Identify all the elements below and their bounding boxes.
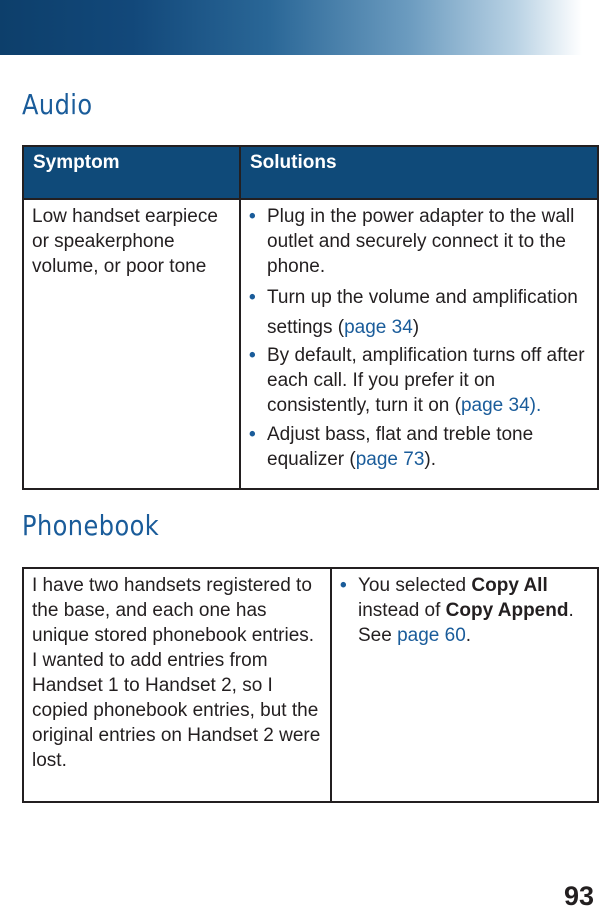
solution-text: Plug in the power adapter to the wall outlet and securely connect it to the phone. bbox=[267, 206, 575, 277]
phonebook-troubleshooting-table bbox=[22, 567, 599, 803]
solutions-column-header: Solutions bbox=[240, 146, 598, 199]
symptom-cell: Low handset earpiece or speakerphone volume, or poor tone bbox=[23, 199, 240, 489]
solution-text: Turn up the volume and amplification settings ( bbox=[267, 287, 578, 338]
page-number: 93 bbox=[563, 881, 594, 911]
page-link[interactable]: page 73 bbox=[355, 449, 425, 470]
solution-text: ) bbox=[412, 317, 420, 338]
solutions-cell bbox=[331, 568, 598, 802]
audio-troubleshooting-table bbox=[22, 145, 599, 490]
solution-text: instead of bbox=[358, 600, 446, 621]
solution-text: . See bbox=[358, 600, 574, 646]
list-item bbox=[249, 283, 589, 343]
symptom-cell: I have two handsets registered to the base, and each one has unique stored phonebook entries. I wanted to add entries from Handset 1 to Handset 2, so I copied phonebook entries, but the original entries on Handset 2 were lost. bbox=[23, 568, 331, 802]
page-link[interactable]: page 34). bbox=[460, 395, 542, 416]
solution-text: You selected bbox=[358, 575, 472, 596]
option-name: Copy Append bbox=[445, 600, 569, 621]
bullet-icon: • bbox=[249, 287, 256, 308]
bullet-icon: • bbox=[249, 206, 256, 227]
table-header-row bbox=[23, 146, 598, 199]
list-item bbox=[249, 343, 589, 418]
bullet-icon: • bbox=[249, 345, 256, 366]
bullet-icon: • bbox=[249, 424, 256, 445]
solution-text: Adjust bass, flat and treble tone equalizer ( bbox=[267, 424, 534, 470]
solution-text: By default, amplification turns off after each call. If you prefer it on consistently, turn it on ( bbox=[267, 345, 585, 416]
list-item bbox=[249, 422, 589, 472]
solutions-list bbox=[340, 573, 589, 648]
symptom-column-header: Symptom bbox=[23, 146, 240, 199]
bullet-icon: • bbox=[340, 575, 347, 596]
table-row bbox=[23, 568, 598, 802]
header-band bbox=[0, 0, 600, 55]
audio-section-heading: Audio bbox=[22, 88, 93, 121]
option-name: Copy All bbox=[471, 575, 548, 596]
solutions-cell bbox=[240, 199, 598, 489]
phonebook-section-heading: Phonebook bbox=[22, 509, 160, 542]
table-row bbox=[23, 199, 598, 489]
list-item bbox=[249, 204, 589, 279]
list-item bbox=[340, 573, 589, 648]
solution-text: . bbox=[465, 625, 472, 646]
solutions-list bbox=[249, 204, 589, 472]
page-link[interactable]: page 60 bbox=[397, 625, 466, 646]
solution-text: ). bbox=[424, 449, 437, 470]
page-link[interactable]: page 34 bbox=[344, 317, 413, 338]
